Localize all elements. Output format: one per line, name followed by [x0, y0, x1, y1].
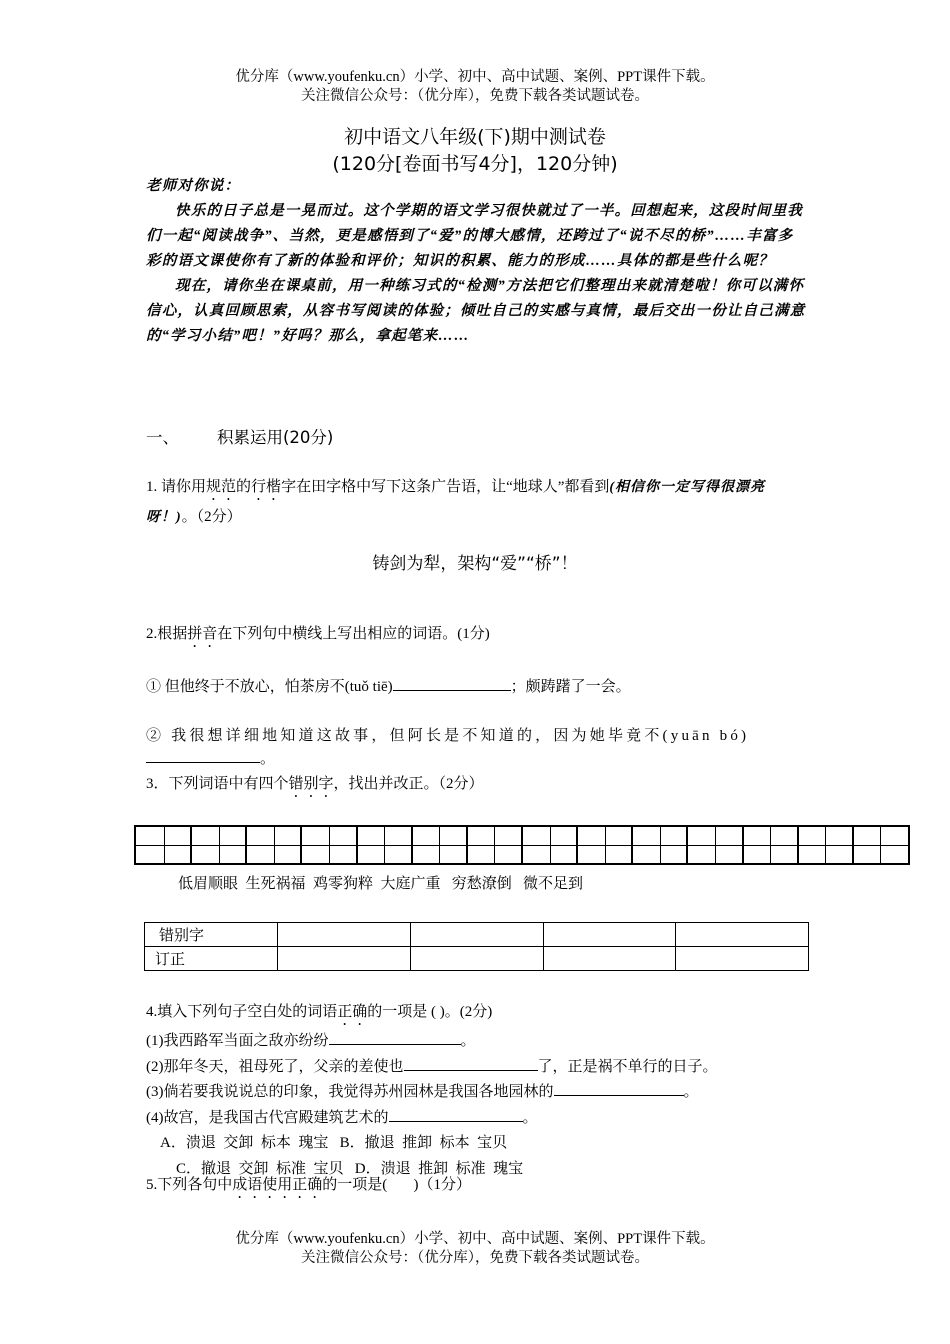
q4-sentence-3 [146, 1080, 718, 1106]
answer-cell[interactable] [543, 947, 676, 971]
q4-text-post: 的一项是 ( )。(2分) [367, 1004, 493, 1020]
q4-s3-text: (3)倘若要我说说总的印象，我觉得苏州园林是我国各地园林的 [146, 1084, 554, 1100]
grid-box-midline [274, 827, 275, 863]
q2-item-2-line [146, 748, 275, 769]
q5-text-post: 的一项是( )（1分） [322, 1177, 472, 1193]
q2-item-1 [146, 676, 631, 697]
answer-blank[interactable] [554, 1081, 684, 1096]
answer-blank[interactable] [146, 748, 260, 763]
grid-box-midline [660, 827, 661, 863]
q4-stem [146, 1000, 718, 1029]
grid-box-midline [164, 827, 165, 863]
question-1 [146, 474, 808, 531]
q4-s2-post: 了，正是祸不单行的日子。 [537, 1058, 718, 1075]
q2-item-1-text: ① 但他终于不放心，怕茶房不(tuǒ tiē) [146, 679, 393, 695]
grid-box-midline [384, 827, 385, 863]
q3-emphasis: 错别字 [288, 776, 334, 792]
q1-emphasis: 规范 [206, 479, 237, 495]
answer-cell[interactable] [543, 923, 676, 947]
q4-s3-post: 。 [683, 1084, 699, 1100]
q5-text: 5.下列各句中 [146, 1177, 233, 1193]
q3-text: 3．下列词语中有四个 [146, 776, 289, 792]
grid-box-midline [825, 827, 826, 863]
row-label-errors: 错别字 [145, 923, 278, 947]
header-line-1: 优分库（www.youfenku.cn）小学、初中、高中试题、案例、PPT课件下载。 [235, 69, 715, 85]
grid-box-border [742, 827, 744, 863]
table-row [145, 923, 809, 947]
q2-text: 2.根据 [146, 626, 188, 642]
answer-cell[interactable] [676, 947, 809, 971]
grid-box-border [411, 827, 413, 863]
grid-box-border [521, 827, 523, 863]
exam-title-sub: (120分[卷面书写4分]，120分钟) [332, 153, 618, 175]
intro-greeting: 老师对你说： [146, 178, 241, 194]
q4-s4-post: 。 [522, 1109, 538, 1126]
grid-box-border [686, 827, 688, 863]
q4-sentence-2 [146, 1055, 718, 1081]
writing-grid[interactable] [134, 825, 910, 865]
answer-cell[interactable] [410, 947, 543, 971]
q4-sentence-1 [146, 1029, 718, 1055]
q4-text: 4.填入下列句子空白处的词语 [146, 1004, 338, 1020]
exam-title [0, 124, 950, 178]
q4-emphasis: 正确 [337, 1004, 368, 1020]
intro-paragraph-1: 快乐的日子总是一晃而过。这个学期的语文学习很快就过了一半。回想起来，这段时间里我们一起“阅读战争”、当然，更是感悟到了“爱”的博大感情，还跨过了“说不尽的桥”……丰富多彩的语文课使你有了新的体验和评价；知识的积累、能力的形成……具体的都是些什么呢？ [146, 203, 803, 269]
q2-text-post: 在下列句中横线上写出相应的词语。(1分) [217, 626, 490, 642]
grid-box-border [631, 827, 633, 863]
page-footer [0, 1230, 950, 1268]
grid-box-border [797, 827, 799, 863]
q1-text: 1. 请你用 [146, 479, 207, 495]
answer-blank[interactable] [329, 1030, 461, 1045]
grid-box-border [466, 827, 468, 863]
footer-line-2: 关注微信公众号：（优分库），免费下载各类试题试卷。 [301, 1250, 649, 1266]
grid-box-midline [715, 827, 716, 863]
grid-box-border [852, 827, 854, 863]
q4-s2-text: (2)那年冬天，祖母死了，父亲的差使也 [146, 1058, 404, 1075]
question-5 [146, 1175, 471, 1202]
grid-box-border [356, 827, 358, 863]
q2-item-1-post: ；颇踌躇了一会。 [510, 679, 631, 695]
grid-box-midline [550, 827, 551, 863]
q4-s4-text: (4)故宫，是我国古代宫殿建筑艺术的 [146, 1109, 389, 1126]
question-4 [146, 1000, 718, 1182]
answer-cell[interactable] [278, 947, 411, 971]
q1-text-mid: 的 [236, 479, 252, 495]
q1-emphasis-2: 行楷 [251, 479, 282, 495]
answer-cell[interactable] [676, 923, 809, 947]
footer-line-1: 优分库（www.youfenku.cn）小学、初中、高中试题、案例、PPT课件下载。 [235, 1231, 715, 1247]
q2-emphasis: 拼音 [187, 626, 218, 642]
question-2 [146, 624, 490, 651]
slogan: 铸剑为犁，架构“爱”“桥”！ [372, 554, 578, 574]
header-line-2: 关注微信公众号：（优分库），免费下载各类试题试卷。 [301, 88, 649, 104]
grid-box-midline [880, 827, 881, 863]
q5-emphasis: 成语使用正确 [232, 1177, 323, 1193]
table-row [145, 947, 809, 971]
answer-blank[interactable] [404, 1056, 538, 1071]
grid-box-midline [329, 827, 330, 863]
q1-note: (相信你一定写得很漂亮呀！) [146, 480, 766, 525]
q4-s1-text: (1)我西路军当面之敌亦纷纷 [146, 1033, 329, 1049]
q3-text-post: ，找出并改正。（2分） [333, 776, 484, 792]
answer-cell[interactable] [278, 923, 411, 947]
error-table [144, 922, 809, 971]
answer-blank[interactable] [389, 1107, 523, 1122]
q2-item-2-end: 。 [260, 751, 276, 767]
q4-s1-post: 。 [460, 1033, 476, 1049]
grid-box-midline [605, 827, 606, 863]
grid-box-border [300, 827, 302, 863]
page-header [0, 68, 950, 106]
q1-text-post: 字在田字格中写下这条广告语，让“地球人”都看到 [281, 479, 610, 495]
grid-box-border [576, 827, 578, 863]
answer-blank[interactable] [393, 676, 511, 691]
grid-box-border [245, 827, 247, 863]
intro-paragraph-2: 现在，请你坐在课桌前，用一种练习式的“检测”方法把它们整理出来就清楚啦！你可以满怀信心，认真回顾思索，从容书写阅读的体验；倾吐自己的实感与真情，最后交出一份让自己满意的“学习小结”吧！”好吗？那么，拿起笔来…… [146, 278, 806, 344]
grid-box-midline [439, 827, 440, 863]
grid-box-midline [219, 827, 220, 863]
grid-box-border [190, 827, 192, 863]
q1-score: 。（2分） [181, 509, 242, 525]
section-heading [146, 424, 333, 448]
exam-title-main: 初中语文八年级(下)期中测试卷 [344, 126, 606, 148]
section-title: 积累运用(20分) [217, 428, 334, 447]
row-label-corrections: 订正 [145, 947, 278, 971]
q2-item-2: ② 我很想详细地知道这故事，但阿长是不知道的，因为她毕竟不(yuān bó) [146, 728, 750, 744]
teacher-intro [146, 174, 808, 349]
section-number: 一、 [146, 428, 179, 447]
q3-words: 低眉顺眼 生死祸福 鸡零狗粹 大庭广重 穷愁潦倒 微不足到 [178, 876, 584, 892]
q4-sentence-4 [146, 1106, 718, 1132]
grid-box-midline [494, 827, 495, 863]
grid-box-midline [770, 827, 771, 863]
question-3 [146, 774, 484, 801]
q4-options-cd: C．撤退 交卸 标准 宝贝 D．溃退 推卸 标准 瑰宝 [176, 1160, 524, 1177]
answer-cell[interactable] [410, 923, 543, 947]
q4-options-ab: A．溃退 交卸 标本 瑰宝 B．撤退 推卸 标本 宝贝 [160, 1135, 508, 1151]
